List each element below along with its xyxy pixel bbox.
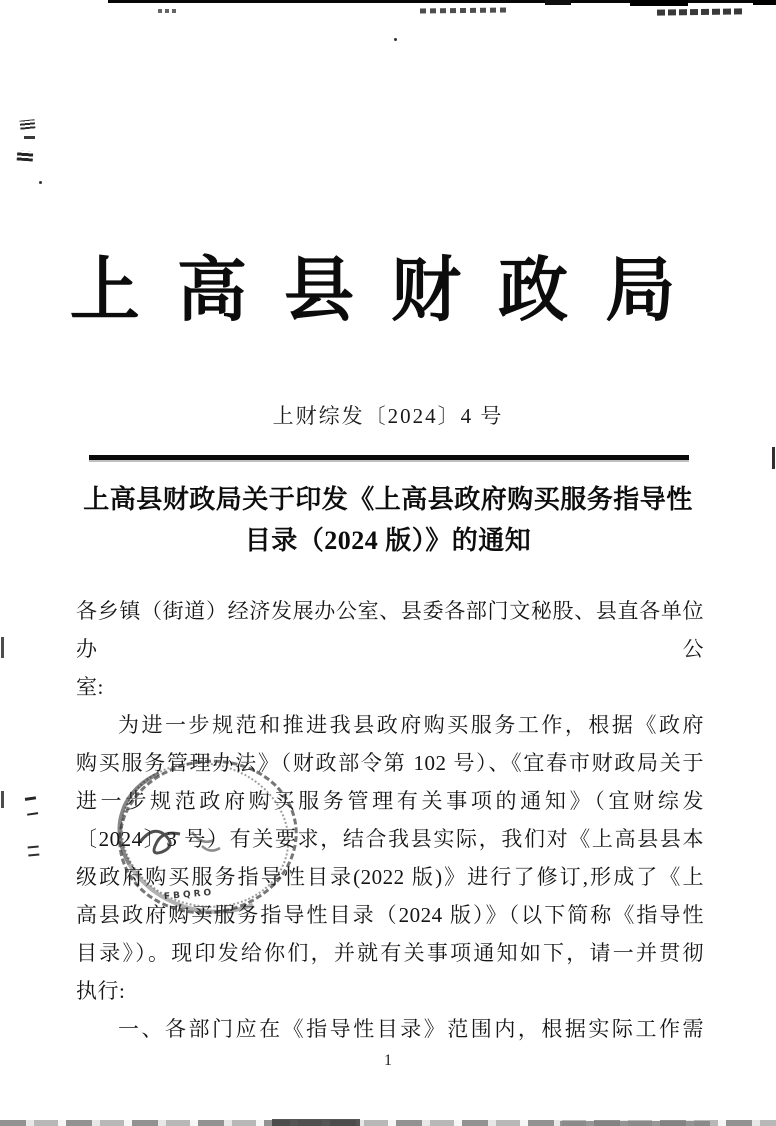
body-line: 〔2024〕3 号）有关要求，结合我县实际，我们对《上高县县本: [76, 827, 704, 851]
body-line: 购买服务管理办法》（财政部令第 102 号）、《宜春市财政局关于: [76, 751, 704, 775]
header-rule: [89, 455, 689, 460]
scan-artifact-top-line: [108, 0, 776, 3]
body-line: 进一步规范政府购买服务管理有关事项的通知》（宜财综发: [76, 789, 704, 813]
scan-artifact-edge-bar: [1, 637, 4, 658]
scan-artifact-smudge: [657, 8, 743, 15]
page-number: 1: [384, 1052, 392, 1069]
scan-artifact-smudge: [20, 119, 36, 130]
document-body: [76, 592, 704, 1048]
seal-text: FBQRO: [163, 887, 215, 903]
document-number: 上财综发〔2024〕4 号: [272, 404, 504, 428]
document-title-line2: 目录（2024 版）》的通知: [244, 526, 532, 555]
scan-artifact-smudge: [24, 136, 35, 139]
scan-artifact-top-blob: [753, 0, 776, 5]
scan-artifact-bottom-gray-segment: [560, 1121, 710, 1126]
scan-artifact-smudge: [28, 846, 40, 857]
scan-artifact-top-blob: [630, 0, 688, 6]
body-line: 级政府购买服务指导性目录(2022 版)》进行了修订,形成了《上: [76, 865, 704, 889]
body-line: 执行:: [76, 979, 126, 1003]
scan-artifact-dot: [394, 38, 397, 41]
body-line: 目录》）。现印发给你们，并就有关事项通知如下，请一并贯彻: [76, 941, 704, 965]
body-line: 高县政府购买服务指导性目录（2024 版）》（以下简称《指导性: [76, 903, 704, 927]
scan-artifact-bottom-dark-segment: [272, 1119, 360, 1126]
body-line: 室:: [76, 675, 104, 699]
scan-artifact-smudge: [17, 150, 34, 161]
document-title-line1: 上高县财政局关于印发《上高县政府购买服务指导性: [83, 485, 693, 514]
scan-artifact-edge-bar: [772, 447, 775, 469]
scan-artifact-smudge: [420, 8, 506, 14]
scan-artifact-edge-bar: [1, 791, 4, 808]
scan-artifact-dot: [39, 181, 42, 184]
scan-artifact-smudge: [158, 9, 178, 13]
agency-title: 上 高 县 财 政 局: [69, 253, 683, 330]
scan-artifact-bottom-edge: [0, 1120, 776, 1126]
body-line: 为进一步规范和推进我县政府购买服务工作，根据《政府: [118, 713, 704, 737]
scan-artifact-smudge: [25, 796, 38, 815]
body-line: 一、各部门应在《指导性目录》范围内，根据实际工作需: [118, 1017, 704, 1041]
document-title: [55, 479, 721, 561]
scan-artifact-top-blob: [545, 0, 571, 5]
body-line: 各乡镇（街道）经济发展办公室、县委各部门文秘股、县直各单位办公: [76, 599, 704, 661]
